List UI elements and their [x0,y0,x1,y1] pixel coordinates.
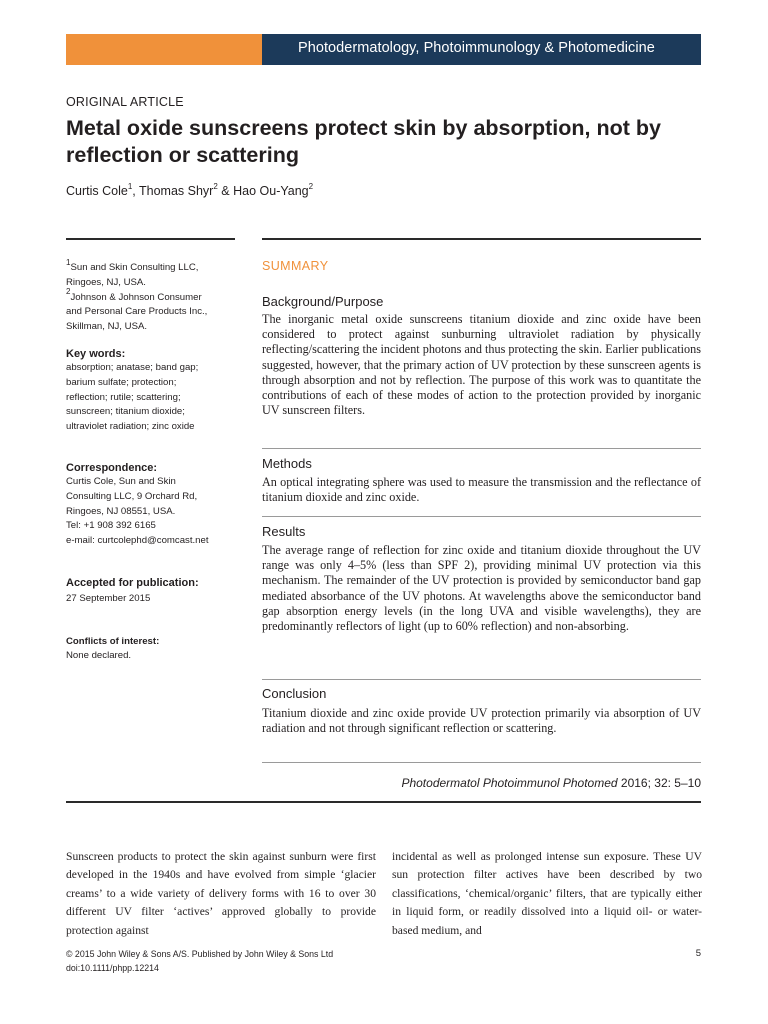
accepted-label: Accepted for publication: [66,577,199,589]
sidebar-top-rule [66,238,235,240]
article-type: ORIGINAL ARTICLE [66,95,184,109]
doi-text[interactable]: doi:10.1111/phpp.12214 [66,962,159,973]
correspondence-label: Correspondence: [66,462,158,474]
header-accent-bar [66,34,262,65]
keywords-line: ultraviolet radiation; zinc oxide [66,421,195,433]
keywords-line: absorption; anatase; band gap; [66,362,199,373]
article-title: Metal oxide sunscreens protect skin by absorption, not by reflection or scattering [66,116,661,167]
author-separator: & [217,184,234,198]
page-number: 5 [695,948,701,959]
author-affiliation-marker: 1 [127,181,133,191]
author-affiliation-marker: 2 [308,181,314,191]
citation [401,776,701,790]
affiliation-number: 1 [66,257,71,267]
author-list [66,181,314,198]
affiliation-line: and Personal Care Products Inc., [66,306,208,318]
author-affiliation-marker: 2 [213,181,218,191]
section-divider [262,762,701,763]
section-divider [262,516,701,517]
correspondence-line: Ringoes, NJ 08551, USA. [66,505,176,517]
affiliation-2 [66,287,238,335]
accepted-block [66,576,238,607]
affiliation-line: Johnson & Johnson Consumer [70,291,202,303]
results-heading: Results [262,524,306,539]
keywords-label: Key words: [66,348,126,360]
methods-heading: Methods [262,456,312,471]
affiliation-number: 2 [66,287,71,297]
affiliation-line: Sun and Skin Consulting LLC, [70,262,199,273]
accepted-date: 27 September 2015 [66,593,151,604]
keywords-line: barium sulfate; protection; [66,376,177,388]
affiliation-line: Ringoes, NJ, USA. [66,276,146,288]
journal-header-bar [262,34,701,65]
body-column-right: incidental as well as prolonged intense sun exposure. These UV sun protection filter actives have been described by two classifications, ‘chemical/organic’ filters, that are typically either in liquid form, or readily dissolved into a liquid oil- or water-based medium, and [392,850,702,937]
copyright-text: © 2015 John Wiley & Sons A/S. Published by John Wiley & Sons Ltd [66,949,334,959]
keywords-line: sunscreen; titanium dioxide; [66,406,185,418]
footer-copyright [66,948,333,975]
methods-text: An optical integrating sphere was used to measure the transmission and the reflectance of titanium dioxide and zinc oxide. [262,475,701,505]
conclusion-text: Titanium dioxide and zinc oxide provide UV protection primarily via absorption of UV radiation and not through significant reflection or scattering. [262,706,701,736]
summary-label: SUMMARY [262,259,329,273]
citation-journal: Photodermatol Photoimmunol Photomed [401,776,618,790]
section-divider [262,679,701,680]
conflicts-label: Conflicts of interest: [66,636,160,647]
correspondence-email[interactable]: e-mail: curtcolephd@comcast.net [66,535,209,547]
background-text: The inorganic metal oxide sunscreens titanium dioxide and zinc oxide have been considered to protect against sunburning ultraviolet radiation by physically reflecting/scattering the incident photons and thus protecting the skin. Earlier publications suggested, however, that the primary action of UV protection by these sunscreen agents is through absorption and not by reflection. The purpose of this work was to quantitate the contributions of each of these modes of action to the protection provided by inorganic UV sunscreen filters. [262,312,701,418]
conflicts-value: None declared. [66,650,132,661]
results-text: The average range of reflection for zinc oxide and titanium dioxide throughout the UV range was only 4–5% (less than SPF 2), providing minimal UV protection via this mechanism. The remainder of the UV protection is provided by semiconductor band gap mediated absorbance of the UV photons. At wavelengths above the semiconductor band gap absorption energy levels (in the long UVA and visible wavelengths), they are predominantly reflectors of light (up to 60% reflection) and non-absorbing. [262,543,701,634]
correspondence-line: Consulting LLC, 9 Orchard Rd, [66,490,198,502]
conclusion-heading: Conclusion [262,686,327,701]
summary-bottom-rule [66,801,701,803]
correspondence-block [66,461,238,549]
author-name: Curtis Cole [66,184,128,198]
citation-details: 2016; 32: 5–10 [617,776,701,790]
affiliations [66,257,238,335]
background-heading: Background/Purpose [262,294,384,309]
keywords-block [66,347,238,435]
conflicts-block [66,635,238,664]
affiliation-1 [66,257,238,291]
keywords-line: reflection; rutile; scattering; [66,391,181,403]
author-separator: , [132,184,140,198]
affiliation-line: Skillman, NJ, USA. [66,321,148,333]
journal-name: Photodermatology, Photoimmunology & Photomedicine [298,40,655,56]
correspondence-line: Curtis Cole, Sun and Skin [66,476,176,487]
correspondence-phone: Tel: +1 908 392 6165 [66,520,156,532]
summary-top-rule [262,238,701,240]
section-divider [262,448,701,449]
author-name: Hao Ou-Yang [233,184,309,198]
body-column-left: Sunscreen products to protect the skin against sunburn were first developed in the 1940s and have evolved from simple ‘glacier creams’ to a wide variety of delivery forms with 16 to over 30 different UV filter ‘actives’ approved globally to provide protection against [66,850,376,937]
author-name: Thomas Shyr [139,184,214,198]
